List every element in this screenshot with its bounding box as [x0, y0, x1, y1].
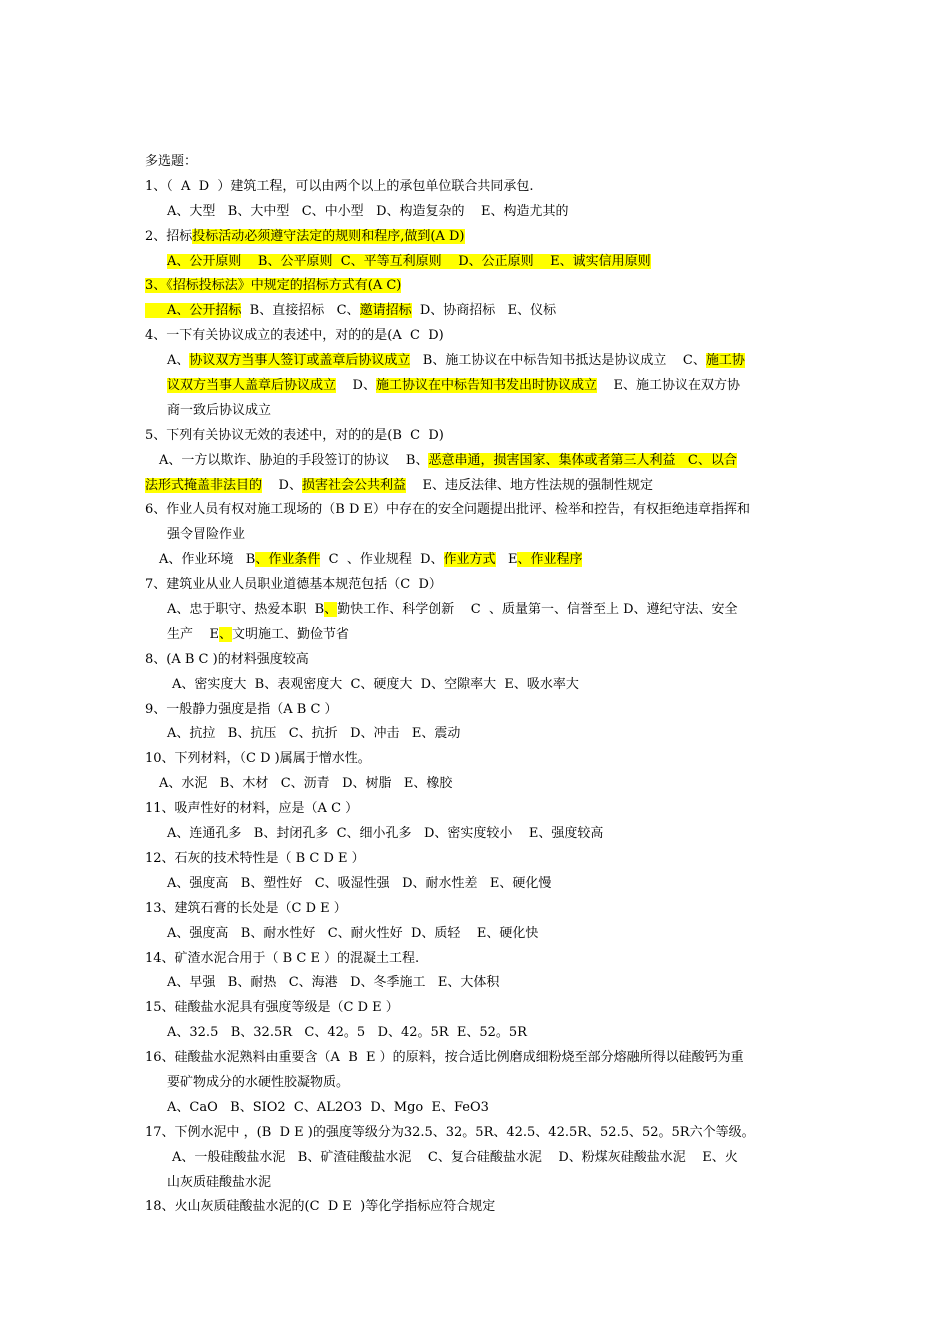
question-10-options: A、水泥 B、木材 C、沥青 D、树脂 E、橡胶 [159, 776, 453, 792]
question-2-options [145, 250, 813, 275]
question-3-options [145, 299, 813, 324]
option-b-highlight: 、作业条件 [255, 552, 321, 568]
question-2-prefix: 2、招标 [145, 228, 193, 244]
option-d-e-text: D、协商招标 E、仪标 [411, 303, 557, 319]
question-16: 16、硅酸盐水泥熟料由重要含（A B E ）的原料，按合适比例磨成细粉烧至部分熔融所得以硅酸钙为重 [145, 1050, 744, 1066]
question-2-highlight: 投标活动必须遵守法定的规则和程序,做到(A D) [192, 228, 465, 244]
option-label: A、 [167, 353, 190, 369]
question-7-options-line-1 [145, 598, 813, 623]
question-11-options: A、连通孔多 B、封闭孔多 C、细小孔多 D、密实度较小 E、强度较高 [167, 826, 604, 842]
question-3-highlight: 3、《招标投标法》中规定的招标方式有(A C) [145, 278, 402, 294]
question-16-options: A、CaO B、SIO2 C、AL2O3 D、Mgo E、FeO3 [167, 1099, 489, 1115]
question-8-options: A、密实度大 B、表观密度大 C、硬度大 D、空隙率大 E、吸水率大 [172, 676, 579, 692]
question-5-options-line-1 [145, 449, 813, 474]
option-c-highlight: 施工协 [705, 353, 745, 369]
question-8: 8、(A B C )的材料强度较高 [145, 651, 309, 667]
question-11: 11、吸声性好的材料，应是（A C ） [145, 801, 359, 817]
option-a-text: A、一方以欺诈、胁迫的手段签订的协议 B、 [159, 452, 429, 468]
option-b-c-text: B、直接招标 C、 [241, 303, 360, 319]
question-4: 4、一下有关协议成立的表述中，对的的是(A C D) [145, 328, 444, 344]
section-heading: 多选题： [145, 154, 198, 169]
option-b-c-highlight: 恶意串通，损害国家、集体或者第三人利益 C、以合 [428, 452, 737, 468]
question-7-options-line-2 [145, 623, 813, 648]
option-c-highlight-cont: 法形式掩盖非法目的 [145, 477, 263, 493]
option-a-highlight: 协议双方当事人签订或盖章后协议成立 [189, 353, 411, 369]
option-b-text: B、施工协议在中标告知书抵达是协议成立 C、 [410, 353, 706, 369]
question-16-cont: 要矿物成分的水硬性胶凝物质。 [167, 1074, 350, 1090]
option-e-label: E [495, 552, 518, 568]
option-c-highlight-cont: 议双方当事人盖章后协议成立 [167, 378, 337, 394]
question-4-options-line-1 [145, 349, 813, 374]
question-12-options: A、强度高 B、塑性好 C、吸湿性强 D、耐水性差 E、硬化慢 [167, 875, 552, 891]
question-14: 14、矿渣水泥合用于（ B C E ）的混凝土工程. [145, 950, 420, 966]
option-c-highlight: 邀请招标 [359, 303, 412, 319]
question-6-cont: 强令冒险作业 [167, 527, 246, 543]
question-5: 5、下列有关协议无效的表述中，对的的是(B C D) [145, 427, 444, 443]
option-a-text: A、忠于职守、热爱本职 B [167, 602, 325, 618]
question-6: 6、作业人员有权对施工现场的（B D E）中存在的安全问题提出批评、检举和控告，有权拒绝违章指挥和 [145, 502, 751, 518]
option-e-text: E、施工协议在双方协 [596, 378, 741, 394]
option-c-text: C 、作业规程 D、 [320, 552, 444, 568]
option-a-highlight: A、公开招标 [145, 303, 241, 318]
question-18: 18、火山灰质硅酸盐水泥的(C D E )等化学指标应符合规定 [145, 1199, 496, 1215]
question-5-options-line-2 [145, 474, 813, 499]
question-13-options: A、强度高 B、耐水性好 C、耐火性好 D、质轻 E、硬化快 [167, 925, 539, 941]
option-d-highlight: 施工协议在中标告知书发出时协议成立 [375, 378, 597, 394]
document-body [145, 150, 813, 1220]
option-label: D、 [336, 378, 376, 394]
question-2-options-highlight: A、公开原则 B、公平原则 C、平等互利原则 D、公正原则 E、诚实信用原则 [167, 253, 651, 269]
question-1-options: A、大型 B、大中型 C、中小型 D、构造复杂的 E、构造尤其的 [167, 203, 569, 219]
option-e-highlight: 、作业程序 [517, 552, 583, 568]
option-a-text: A、作业环境 B [159, 552, 256, 568]
question-17: 17、下例水泥中 ，(B D E )的强度等级分为32.5、32。5R、42.5、42.5R、52.5、52。5R六个等级。 [145, 1124, 755, 1140]
question-17-options-line-2: 山灰质硅酸盐水泥 [167, 1174, 272, 1190]
question-4-options-line-2 [145, 374, 813, 399]
question-4-options-line-3: 商一致后协议成立 [167, 402, 272, 418]
question-3 [145, 274, 813, 299]
option-b-highlight: 、 [324, 602, 338, 618]
option-d-cont: 生产 E [167, 626, 220, 642]
option-label: D、 [262, 477, 302, 493]
question-10: 10、下列材料，（C D )属属于憎水性。 [145, 751, 371, 767]
question-9-options: A、抗拉 B、抗压 C、抗折 D、冲击 E、震动 [167, 726, 461, 742]
option-e-highlight: 、 [219, 626, 233, 642]
option-d-highlight: 作业方式 [443, 552, 496, 568]
question-17-options-line-1: A、一般硅酸盐水泥 B、矿渣硅酸盐水泥 C、复合硅酸盐水泥 D、粉煤灰硅酸盐水泥 E、火 [172, 1149, 738, 1165]
option-e-text: 文明施工、勤俭节省 [232, 626, 350, 642]
option-d-highlight: 损害社会公共利益 [301, 477, 406, 493]
question-7: 7、建筑业从业人员职业道德基本规范包括（C D） [145, 577, 442, 593]
question-2 [145, 225, 813, 250]
question-15-options: A、32.5 B、32.5R C、42。5 D、42。5R E、52。5R [167, 1025, 527, 1041]
question-14-options: A、早强 B、耐热 C、海港 D、冬季施工 E、大体积 [167, 975, 500, 991]
option-b-d-text: 勤快工作、科学创新 C 、质量第一、信誉至上 D、遵纪守法、安全 [337, 602, 738, 618]
option-e-text: E、违反法律、地方性法规的强制性规定 [405, 477, 654, 493]
question-6-options [145, 548, 813, 573]
question-1: 1、（ A D ）建筑工程，可以由两个以上的承包单位联合共同承包. [145, 178, 534, 194]
question-15: 15、硅酸盐水泥具有强度等级是（C D E ） [145, 1000, 399, 1016]
question-12: 12、石灰的技术特性是（ B C D E ） [145, 850, 365, 866]
question-9: 9、一般静力强度是指（A B C ） [145, 701, 338, 717]
question-13: 13、建筑石膏的长处是（C D E ） [145, 900, 347, 916]
